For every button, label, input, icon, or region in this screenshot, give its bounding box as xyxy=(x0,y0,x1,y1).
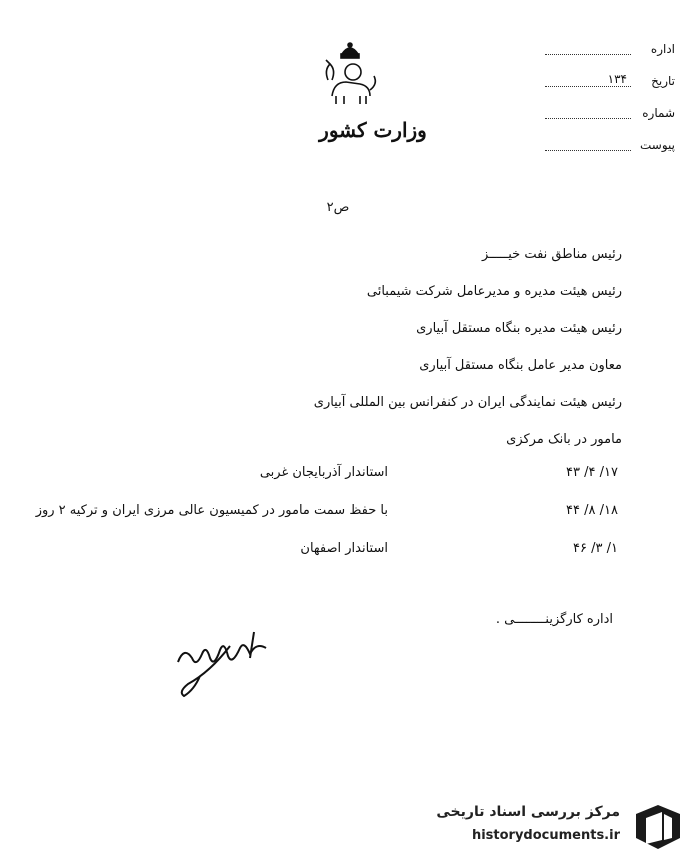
list-item: رئیس هیئت مدیره و مدیرعامل شرکت شیمبائی xyxy=(366,284,622,299)
entry-text: استاندار آذربایجان غربی xyxy=(259,465,388,480)
header-form xyxy=(545,40,675,168)
list-item: معاون مدیر عامل بنگاه مستقل آبیاری xyxy=(419,358,622,373)
signature-icon xyxy=(170,628,280,700)
form-label: پیوست xyxy=(640,138,675,152)
entry-text: با حفظ سمت مامور در کمیسیون عالی مرزی ایران و ترکیه ۲ روز xyxy=(35,503,388,518)
recipient-list xyxy=(62,245,622,467)
archive-watermark xyxy=(410,800,690,855)
lion-and-sun-emblem-icon xyxy=(320,40,380,108)
list-item: مامور در بانک مرکزی xyxy=(506,432,622,447)
entry-date: ۱۸/ ۸/ ۴۴ xyxy=(566,503,618,518)
list-item: رئیس مناطق نفت خیـــــز xyxy=(482,247,622,262)
dated-entries xyxy=(35,465,618,579)
form-line xyxy=(545,54,631,55)
entry-text: استاندار اصفهان xyxy=(300,541,388,556)
form-value: ۱۳۴ xyxy=(607,72,627,86)
page-number: ص۲ xyxy=(326,200,350,215)
form-line xyxy=(545,118,631,119)
entry-row xyxy=(35,503,618,541)
entry-row xyxy=(40,465,618,503)
entry-date: ۱۷/ ۴/ ۴۳ xyxy=(566,465,618,480)
form-label: شماره xyxy=(642,106,675,120)
entry-date: ۱/ ۳/ ۴۶ xyxy=(573,541,618,556)
ministry-title: وزارت کشور xyxy=(319,118,427,142)
form-row-number xyxy=(545,104,675,126)
form-row-attachment xyxy=(545,136,675,158)
watermark-url: historydocuments.ir xyxy=(471,828,620,843)
watermark-title: مرکز بررسی اسناد تاریخی xyxy=(436,804,620,820)
form-label: تاریخ xyxy=(651,74,675,88)
list-item: رئیس هیئت مدیره بنگاه مستقل آبیاری xyxy=(416,321,622,336)
entry-row xyxy=(40,541,618,579)
form-label: اداره xyxy=(650,42,675,56)
form-row-date xyxy=(545,72,675,94)
form-row-office xyxy=(545,40,675,62)
form-line xyxy=(545,150,631,151)
list-item: رئیس هیئت نمایندگی ایران در کنفرانس بین المللی آبیاری xyxy=(313,395,622,410)
office-line: اداره کارگزینــــــــی . xyxy=(495,612,613,627)
form-line xyxy=(545,86,631,87)
archive-logo-icon xyxy=(632,802,684,852)
